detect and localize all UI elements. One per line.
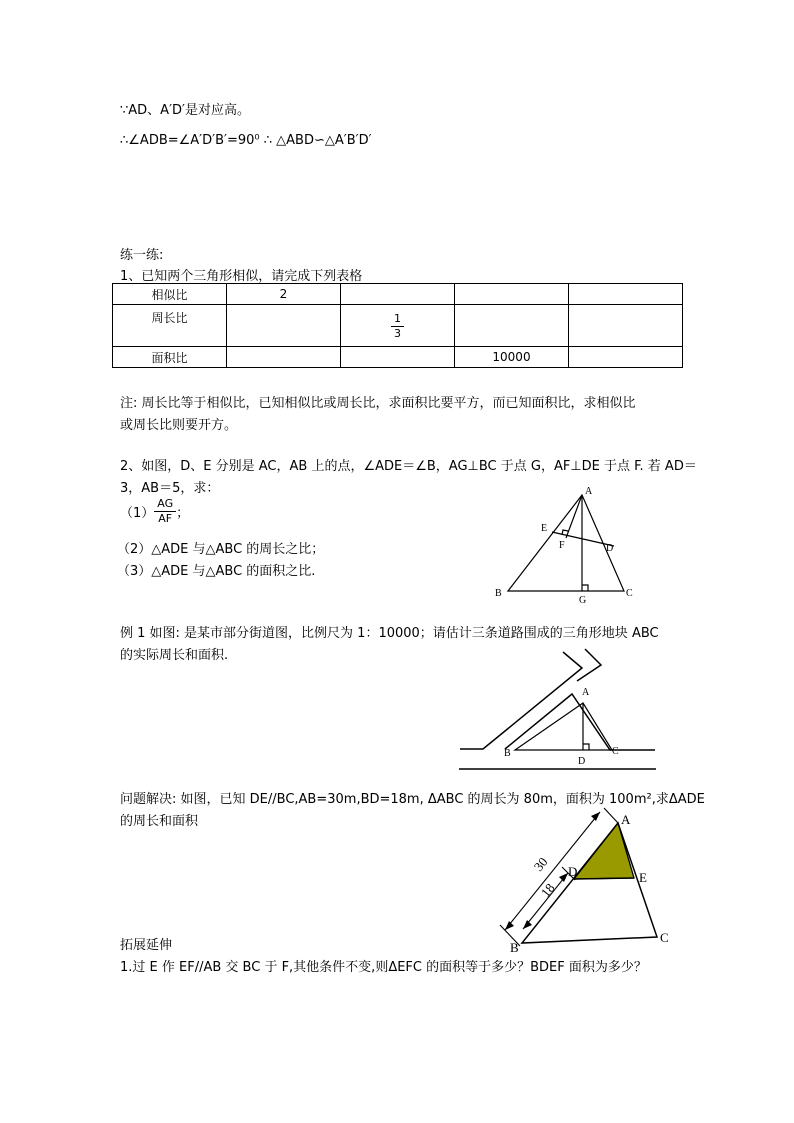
arrow-head-30-bottom [505, 921, 514, 930]
table-cell [341, 284, 455, 305]
table-row-label: 面积比 [113, 347, 227, 368]
arrow-head-30-top [591, 812, 600, 821]
label-c-problem: C [660, 930, 669, 945]
arrow-head-18-bottom [523, 920, 532, 929]
segment-de [574, 878, 634, 879]
question-2-line-2: 3，AB＝5，求： [120, 481, 220, 496]
road-upper-right-edge [577, 649, 601, 681]
question-2-line-1: 2、如图，D、E 分别是 AC，AB 上的点，∠ADE＝∠B，AG⊥BC 于点 G，AF⊥DE 于点 F. 若 AD＝ [120, 459, 697, 474]
extension-question-1: 1.过 E 作 EF//AB 交 BC 于 F,其他条件不变,则ΔEFC 的面积等于多少？BDEF 面积为多少？ [120, 960, 647, 975]
example-1-line-1: 例 1 如图: 是某市部分街道图，比例尺为 1：10000；请估计三条道路围成的三角形地块 ABC [120, 626, 659, 641]
label-g: G [579, 595, 587, 603]
table-cell [227, 347, 341, 368]
table-row [113, 305, 683, 347]
sub-1-suffix: ； [176, 506, 190, 521]
table-cell: 10000 [455, 347, 569, 368]
practice-title: 练一练: [120, 248, 164, 263]
note-line-2: 或周长比则要开方。 [120, 418, 238, 433]
fraction-ag-af [154, 497, 176, 526]
table-cell-fraction [341, 305, 455, 347]
table-cell: 2 [227, 284, 341, 305]
right-angle-g [582, 585, 588, 591]
proof-line-1: ∵AD、A′D′是对应高。 [120, 103, 250, 118]
shaded-triangle-ade [574, 823, 634, 879]
table-row-label: 相似比 [113, 284, 227, 305]
table-cell [341, 347, 455, 368]
label-c-map: C [612, 746, 619, 757]
fraction-denominator: 3 [394, 326, 401, 340]
fraction-numerator: 1 [391, 312, 404, 327]
similarity-table [112, 283, 683, 368]
table-cell [227, 305, 341, 347]
sub-1-prefix: （1） [120, 506, 155, 521]
label-e: E [541, 523, 548, 534]
label-c: C [626, 588, 633, 599]
problem-line-1: 问题解决: 如图，已知 DE//BC,AB=30m,BD=18m, ΔABC 的周长为 80m，面积为 100m²,求ΔADE [120, 792, 705, 807]
example-1-line-2: 的实际周长和面积. [120, 648, 229, 663]
fraction-denominator: AF [158, 512, 173, 525]
label-b: B [495, 588, 502, 599]
label-f: F [559, 540, 565, 551]
label-d-problem: D [568, 864, 578, 879]
label-a-map: A [582, 687, 590, 698]
table-row-label: 周长比 [113, 305, 227, 347]
question-2-sub-1 [120, 497, 189, 526]
label-d: D [606, 543, 614, 554]
table-cell [569, 305, 683, 347]
label-b-problem: B [510, 940, 519, 955]
table-cell [569, 347, 683, 368]
label-d-map: D [578, 756, 586, 767]
label-a-problem: A [621, 812, 631, 827]
altitude-af [566, 495, 582, 538]
triangle-figure-q2 [480, 478, 650, 603]
table-cell [455, 305, 569, 347]
arrow-head-18-top [559, 873, 568, 882]
problem-line-2: 的周长和面积 [120, 814, 199, 829]
fraction [391, 312, 404, 341]
label-e-problem: E [639, 870, 647, 885]
label-a: A [585, 486, 593, 497]
proof-line-2: ∴∠ADB=∠A′D′B′=90⁰ ∴ △ABD∽△A′B′D′ [120, 133, 372, 148]
extension-tick-a [604, 808, 618, 823]
table-row [113, 284, 683, 305]
note-line-1: 注: 周长比等于相似比，已知相似比或周长比，求面积比要平方，而已知面积比，求相似比 [120, 396, 636, 411]
fraction-numerator: AG [154, 497, 176, 512]
label-length-18: 18 [537, 880, 558, 900]
table-cell [569, 284, 683, 305]
question-2-sub-3: （3）△ADE 与△ABC 的面积之比. [117, 564, 316, 579]
table-cell [455, 284, 569, 305]
right-angle-d-map [583, 744, 589, 750]
label-b-map: B [504, 748, 511, 759]
table-row [113, 347, 683, 368]
practice-question-1: 1、已知两个三角形相似，请完成下列表格 [120, 269, 363, 284]
street-map-figure [455, 645, 660, 775]
problem-triangle-figure [490, 800, 680, 955]
label-length-30: 30 [530, 854, 551, 874]
question-2-sub-2: （2）△ADE 与△ABC 的周长之比； [117, 542, 325, 557]
extension-title: 拓展延伸 [120, 938, 173, 953]
